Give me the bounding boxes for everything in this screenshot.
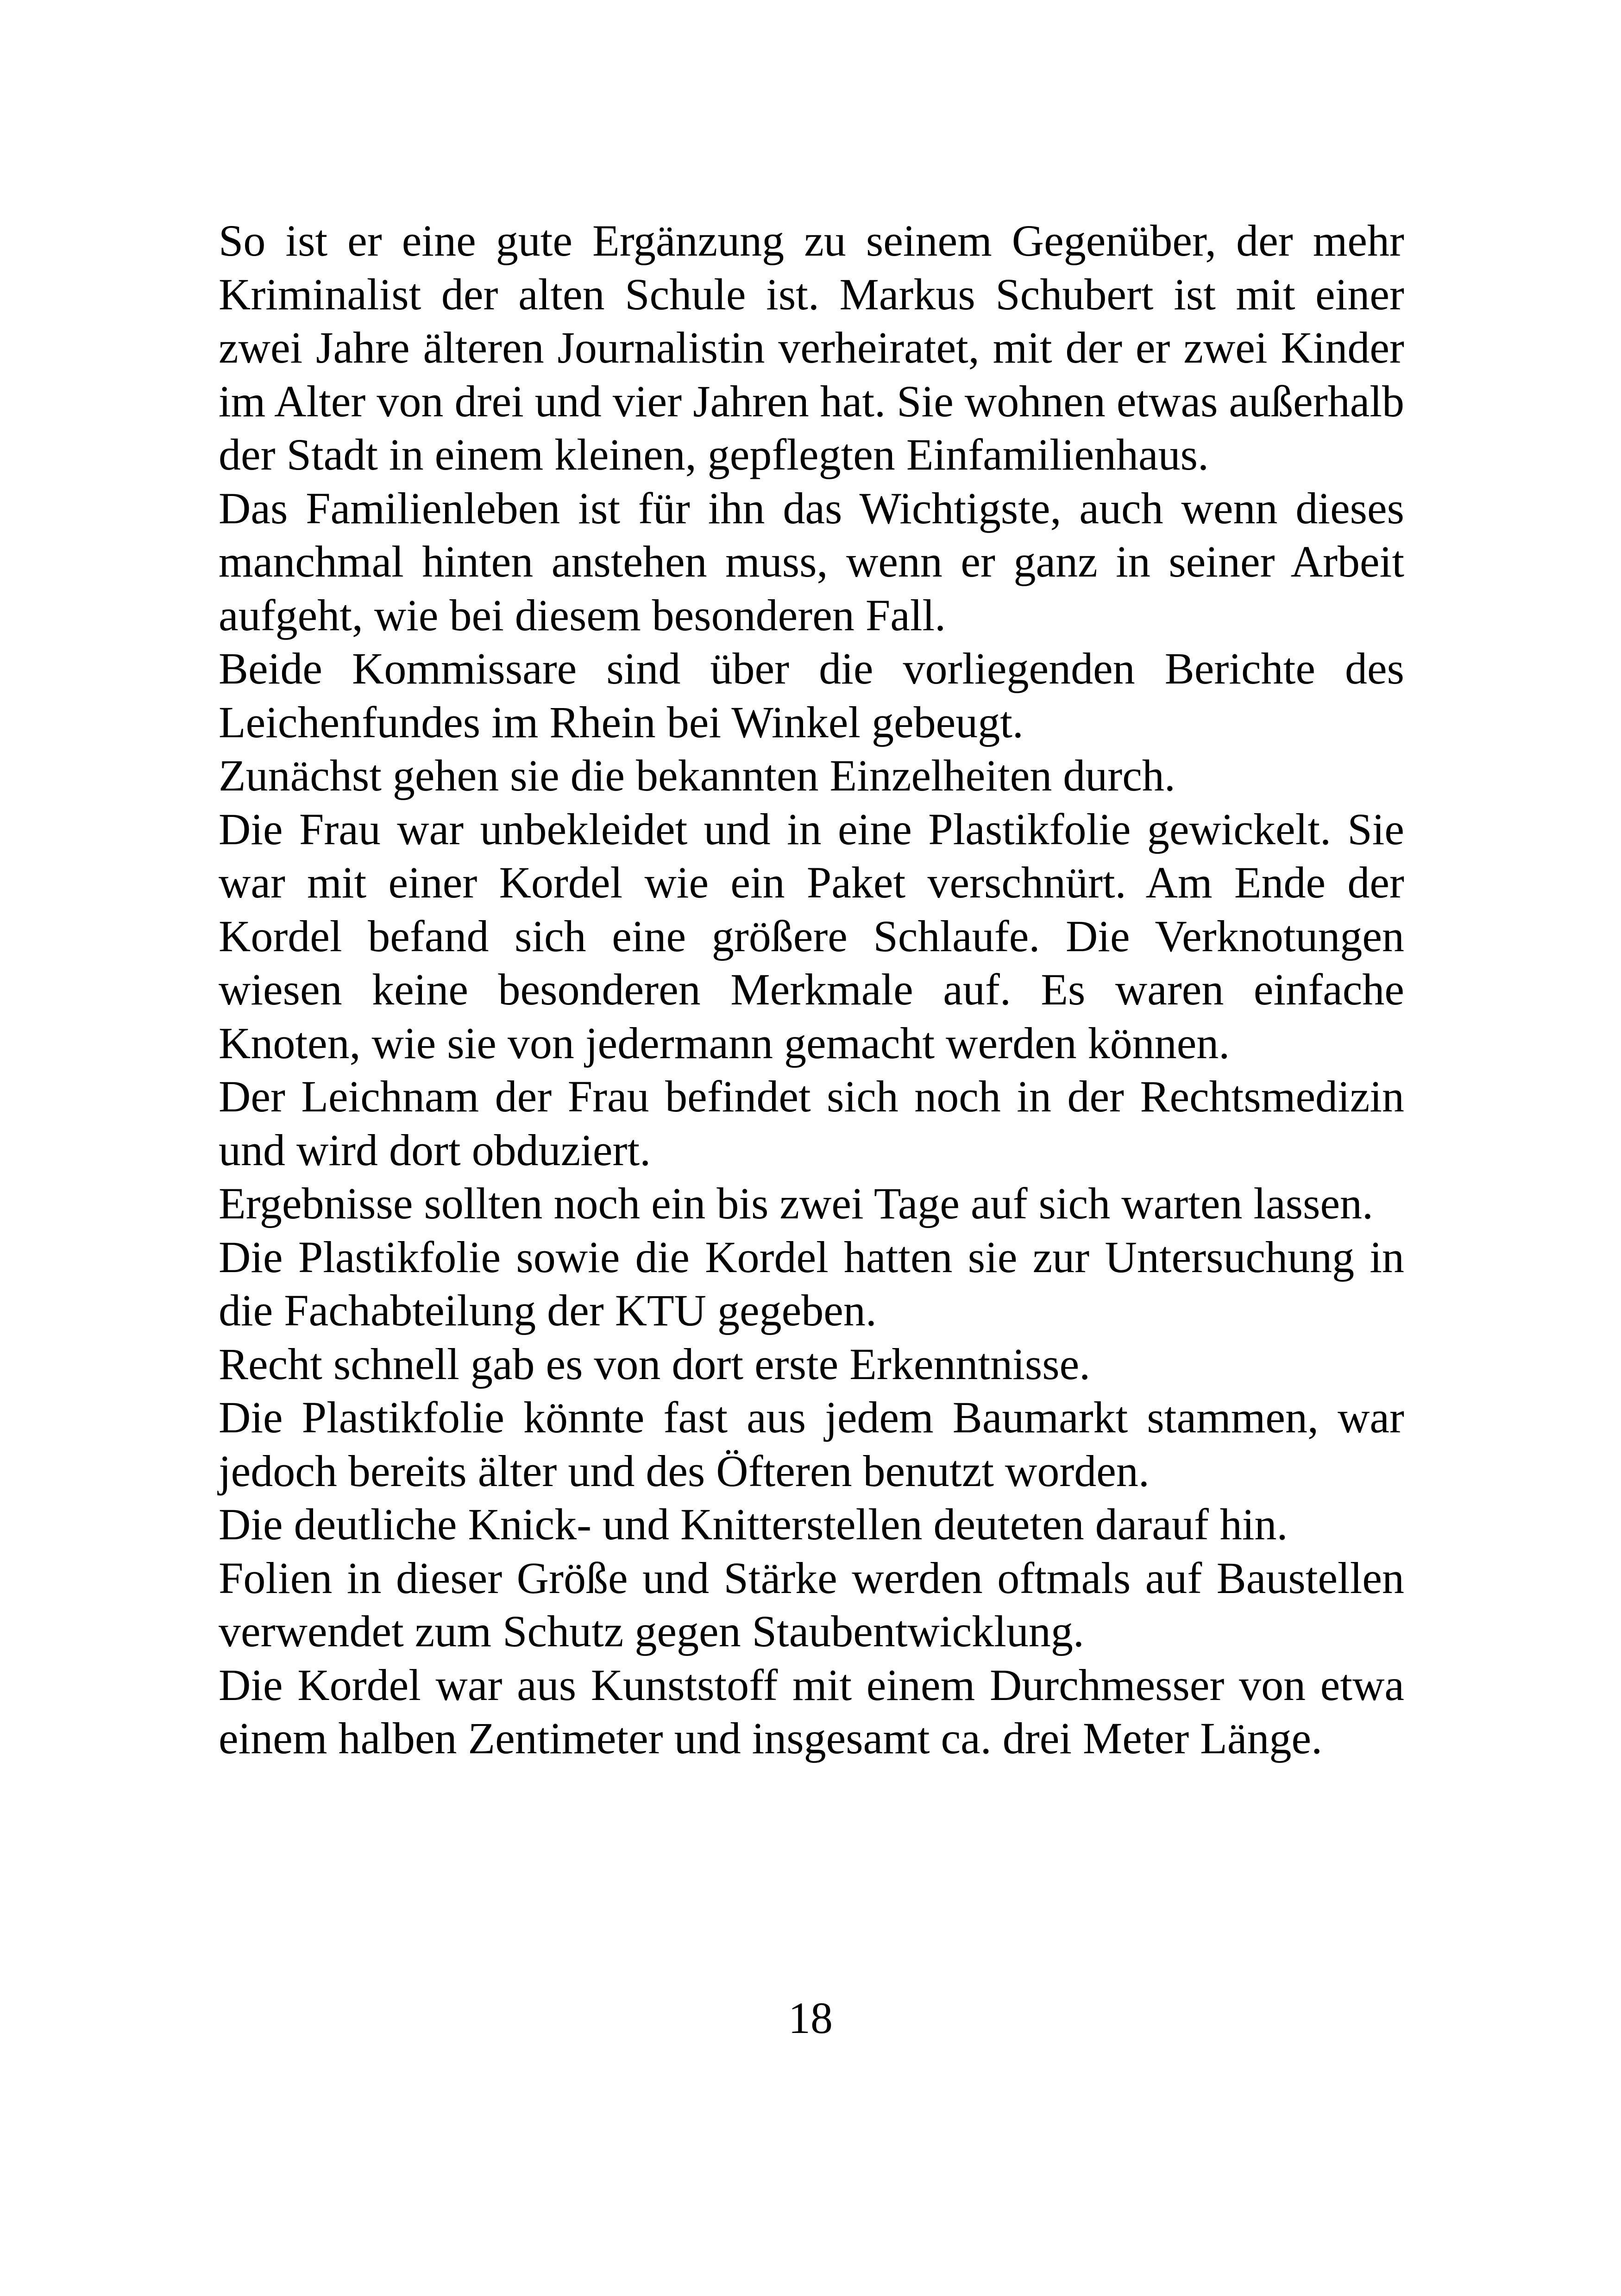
paragraph-8: Die Plastikfolie sowie die Kordel hatten sie zur Untersuchung in die Fachabteilung der KTU gegeben. <box>219 1232 1404 1335</box>
paragraph-6: Der Leichnam der Frau befindet sich noch in der Rechtsmedizin und wird dort obduziert. <box>219 1072 1404 1175</box>
page-number: 18 <box>788 1993 833 2043</box>
paragraph-3: Beide Kommissare sind über die vorliegenden Berichte des Leichenfundes im Rhein bei Winkel gebeugt. <box>219 644 1404 747</box>
paragraph-4: Zunächst gehen sie die bekannten Einzelheiten durch. <box>219 751 1175 800</box>
paragraph-9: Recht schnell gab es von dort erste Erkenntnisse. <box>219 1339 1091 1389</box>
body-text <box>219 214 1404 1765</box>
paragraph-2: Das Familienleben ist für ihn das Wichtigste, auch wenn dieses manchmal hinten anstehen muss, wenn er ganz in seiner Arbeit aufgeht, wie bei diesem besonderen Fall. <box>219 483 1404 640</box>
paragraph-11: Die deutliche Knick- und Knitterstellen deuteten darauf hin. <box>219 1499 1288 1549</box>
paragraph-5: Die Frau war unbekleidet und in eine Plastikfolie gewickelt. Sie war mit einer Kordel wie ein Paket verschnürt. Am Ende der Kordel befand sich eine größere Schlaufe. Die Verknotungen wiesen keine besonderen Merkmale auf. Es waren einfache Knoten, wie sie von jedermann gemacht werden können. <box>219 804 1404 1068</box>
paragraph-13: Die Kordel war aus Kunststoff mit einem Durchmesser von etwa einem halben Zentimeter und insgesamt ca. drei Meter Länge. <box>219 1660 1404 1763</box>
paragraph-7: Ergebnisse sollten noch ein bis zwei Tage auf sich warten lassen. <box>219 1179 1374 1228</box>
paragraph-1: So ist er eine gute Ergänzung zu seinem Gegenüber, der mehr Kriminalist der alten Schule ist. Markus Schubert ist mit einer zwei Jahre älteren Journalistin verheiratet, mit der er zwei Kinder im Alter von drei und vier Jahren hat. Sie wohnen etwas außerhalb der Stadt in einem kleinen, gepflegten Einfamilienhaus. <box>219 216 1404 479</box>
paragraph-12: Folien in dieser Größe und Stärke werden oftmals auf Baustellen verwendet zum Schutz gegen Staubentwicklung. <box>219 1553 1404 1656</box>
paragraph-10: Die Plastikfolie könnte fast aus jedem Baumarkt stammen, war jedoch bereits älter und des Öfteren benutzt worden. <box>219 1393 1404 1496</box>
